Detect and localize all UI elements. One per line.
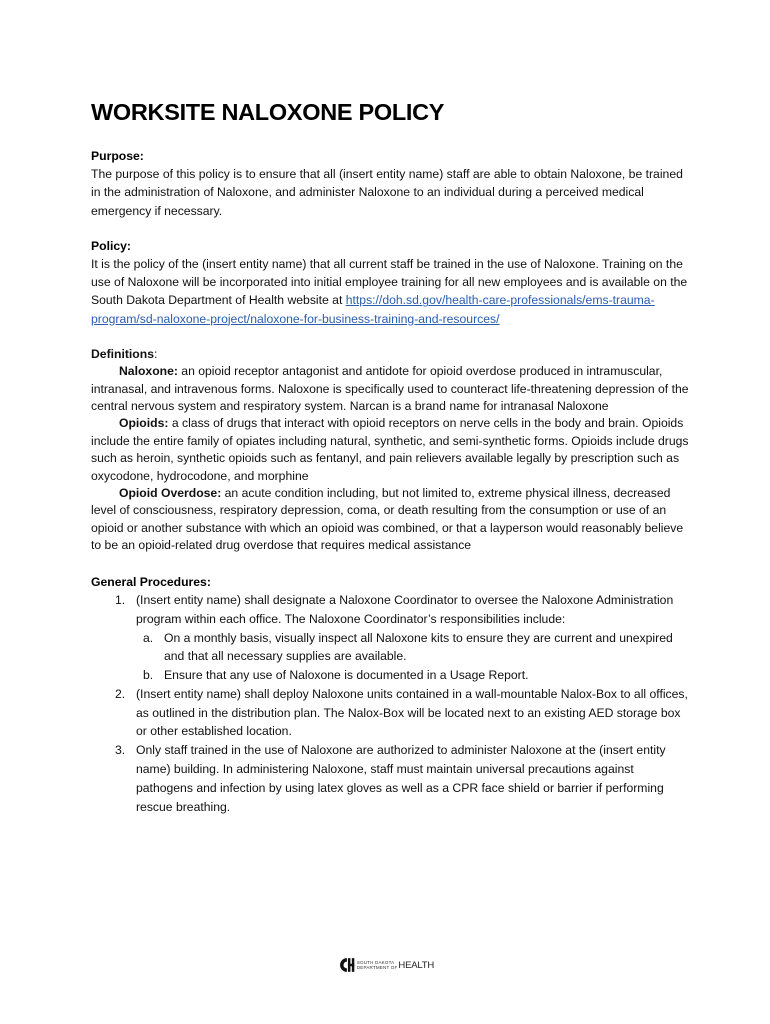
procedures-heading: General Procedures: — [91, 574, 211, 589]
definition-text: a class of drugs that interact with opioid receptors on nerve cells in the body and brain. Opioids include the entire family of opiates including natural, synthetic, and semi-synthetic forms. Opioids include drugs such as heroin, synthetic opioids such as fentanyl, and pain relievers available legally by prescription such as oxycodone, hydrocodone, and morphine — [91, 416, 689, 483]
procedure-subitem-letter: a. — [143, 630, 154, 645]
definitions-heading — [91, 346, 691, 363]
policy-heading: Policy: — [91, 238, 131, 253]
procedures-list — [91, 591, 691, 817]
logo-health-word: HEALTH — [398, 959, 434, 971]
procedure-item — [91, 591, 691, 685]
definitions-section — [91, 346, 691, 555]
procedure-subitem — [136, 666, 691, 685]
policy-text — [91, 255, 691, 328]
procedure-item — [91, 741, 691, 816]
procedure-sublist — [136, 629, 691, 685]
document-body — [91, 98, 691, 833]
footer-logo — [338, 952, 434, 978]
procedure-text: (Insert entity name) shall designate a Naloxone Coordinator to oversee the Naloxone Administration program within each office. The Naloxone Coordinator’s responsibilities include: — [136, 592, 674, 626]
policy-section — [91, 237, 691, 328]
definition-term: Naloxone: — [119, 364, 178, 379]
definition-term: Opioid Overdose: — [119, 486, 222, 501]
definition-term: Opioids: — [119, 416, 169, 431]
sd-health-logo-icon — [338, 952, 356, 978]
procedure-subitem-text: Ensure that any use of Naloxone is documented in a Usage Report. — [164, 668, 529, 683]
purpose-section — [91, 147, 691, 220]
definition-naloxone — [91, 363, 691, 415]
procedures-section — [91, 573, 691, 817]
logo-agency-text — [357, 960, 398, 970]
procedure-number: 2. — [115, 686, 126, 701]
definition-text: an opioid receptor antagonist and antidote for opioid overdose produced in intramuscular, intranasal, and intravenous forms. Naloxone is specifically used to counteract life-threatening depression of the central nervous system and respiratory system. Narcan is a brand name for intranasal Naloxone — [91, 364, 689, 414]
doh-training-link[interactable]: https://doh.sd.gov/health-care-professionals/ems-trauma-program/sd-naloxone-project/naloxone-for-business-training-and-resources/ — [91, 293, 655, 326]
document-title: WORKSITE NALOXONE POLICY — [91, 99, 445, 125]
purpose-text: The purpose of this policy is to ensure that all (insert entity name) staff are able to obtain Naloxone, be trained in the administration of Naloxone, and administer Naloxone to an individual during a perceived medical emergency if necessary. — [91, 167, 683, 218]
definitions-heading-colon: : — [153, 346, 158, 361]
purpose-heading: Purpose: — [91, 149, 144, 163]
procedure-number: 3. — [115, 743, 126, 758]
definition-text: an acute condition including, but not limited to, extreme physical illness, decreased level of consciousness, respiratory depression, coma, or death resulting from the consumption or use of an opioid or another substance with which an opioid was combined, or that a layperson would reasonably believe to be an opioid-related drug overdose that requires medical assistance — [91, 486, 684, 553]
procedure-text: Only staff trained in the use of Naloxone are authorized to administer Naloxone at the (insert entity name) building. In administering Naloxone, staff must maintain universal precautions against pathogens and infection by using latex gloves as well as a CPR face shield or barrier if performing rescue breathing. — [136, 743, 666, 814]
procedure-subitem-letter: b. — [143, 668, 154, 683]
procedure-item — [91, 685, 691, 741]
procedure-subitem — [136, 629, 691, 667]
definition-opioid-overdose — [91, 485, 691, 555]
logo-line-1: SOUTH DAKOTA — [356, 960, 395, 965]
definition-opioids — [91, 415, 691, 485]
procedure-text: (Insert entity name) shall deploy Naloxone units contained in a wall-mountable Nalox-Box to all offices, as outlined in the distribution plan. The Nalox-Box will be located next to an existing AED storage box or other established location. — [136, 686, 688, 739]
policy-body: It is the policy of the (insert entity name) that all current staff be trained in the use of Naloxone. Training on the use of Naloxone will be incorporated into initial employee training for all new employees and is available on the South Dakota Department of Health website at — [91, 257, 688, 308]
procedure-number: 1. — [115, 592, 126, 607]
logo-line-2: DEPARTMENT OF — [356, 965, 398, 970]
definitions-heading-label: Definitions — [91, 346, 154, 361]
procedure-subitem-text: On a monthly basis, visually inspect all Naloxone kits to ensure they are current and unexpired and that all necessary supplies are available. — [164, 630, 673, 664]
